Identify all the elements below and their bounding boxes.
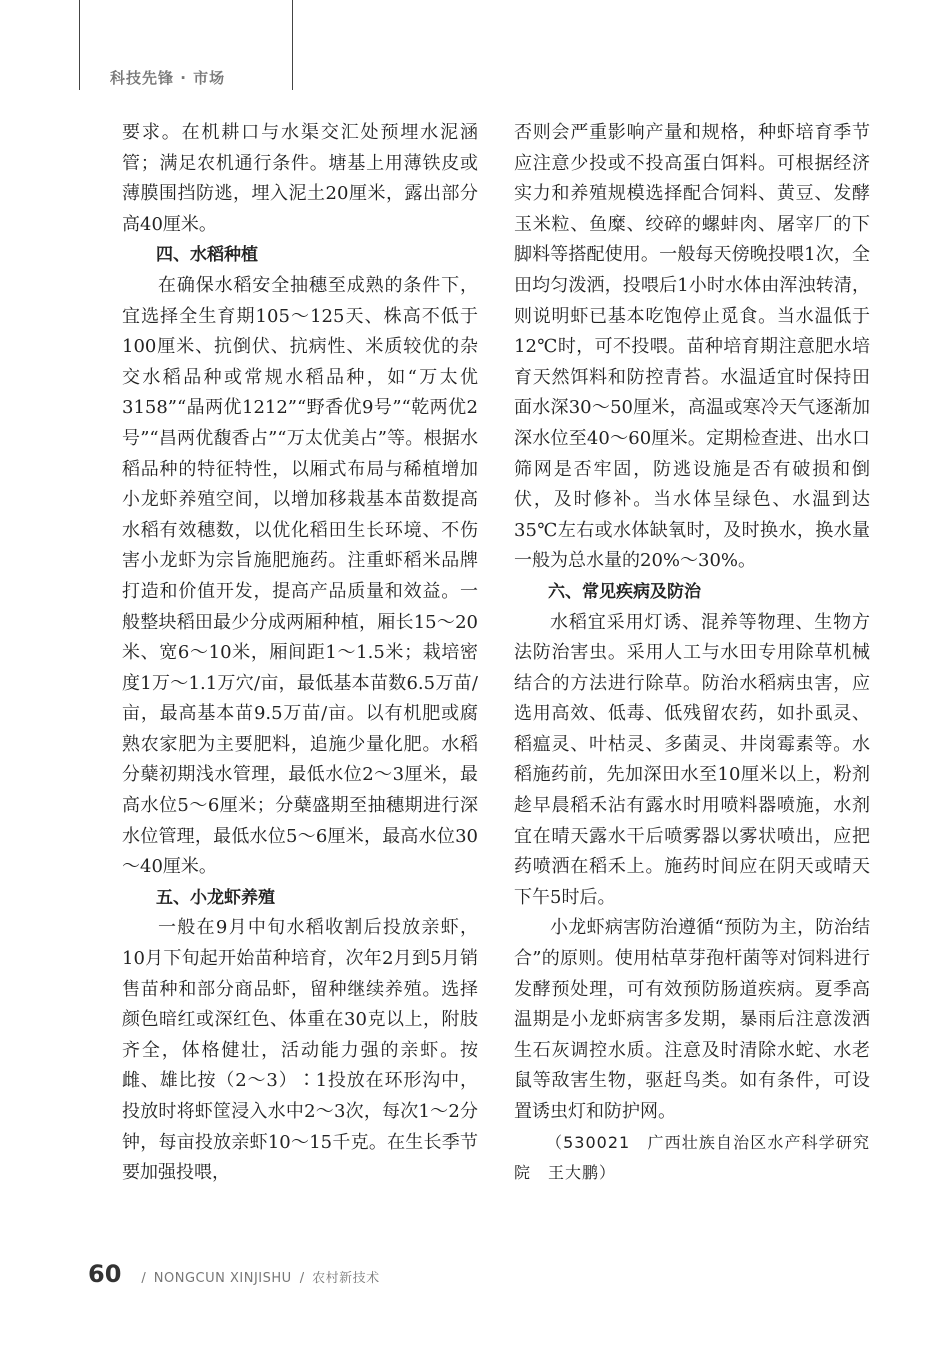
- journal-name-cn: 农村新技术: [312, 1271, 380, 1286]
- left-paragraph: 要求。在机耕口与水渠交汇处预埋水泥涵管；满足农机通行条件。塘基上用薄铁皮或薄膜围挡防逃，埋入泥土20厘米，露出部分高40厘米。: [122, 122, 478, 235]
- right-heading: 六、常见疾病及防治: [548, 581, 701, 602]
- right-column: [514, 118, 870, 1189]
- footer-separator: /: [141, 1271, 146, 1286]
- left-paragraph: 一般在9月中旬水稻收割后投放亲虾，10月下旬起开始苗种培育，次年2月到5月销售苗种和部分商品虾，留种继续养殖。选择颜色暗红或深红色、体重在30克以上，附肢齐全，体格健壮，活动能力强的亲虾。按雌、雄比按（2～3）∶1投放在环形沟中，投放时将虾筐浸入水中2～3次，每次1～2分钟，每亩投放亲虾10～15千克。在生长季节要加强投喂，: [122, 917, 478, 1184]
- left-column: [122, 118, 478, 1189]
- header-right-rule: [292, 0, 293, 90]
- footer-separator-2: /: [299, 1271, 305, 1286]
- right-paragraph: 小龙虾病害防治遵循“预防为主，防治结合”的原则。使用枯草芽孢杆菌等对饲料进行发酵预处理，可有效预防肠道疾病。夏季高温期是小龙虾病害多发期，暴雨后注意泼洒生石灰调控水质。注意及时清除水蛇、水老鼠等敌害生物，驱赶鸟类。如有条件，可设置诱虫灯和防护网。: [514, 917, 870, 1122]
- left-heading: 四、水稻种植: [156, 245, 258, 266]
- section-label: 科技先锋 · 市场: [110, 69, 226, 87]
- page-number: 60: [88, 1260, 122, 1288]
- left-paragraph: 在确保水稻安全抽穗至成熟的条件下，宜选择全生育期105～125天、株高不低于100厘米、抗倒伏、抗病性、米质较优的杂交水稻品种或常规水稻品种，如“万太优3158”“晶两优1212”“野香优9号”“乾两优2号”“昌两优馥香占”“万太优美占”等。根据水稻品种的特征特性，以厢式布局与稀植增加小龙虾养殖空间，以增加移栽基本苗数提高水稻有效穗数，以优化稻田生长环境、不伤害小龙虾为宗旨施肥施药。注重虾稻米品牌打造和价值开发，提高产品质量和效益。一般整块稻田最少分成两厢种植，厢长15～20米、宽6～10米，厢间距1～1.5米；栽培密度1万～1.1万穴/亩，最低基本苗数6.5万苗/亩，最高基本苗9.5万苗/亩。以有机肥或腐熟农家肥为主要肥料，追施少量化肥。水稻分蘖初期浅水管理，最低水位2～3厘米，最高水位5～6厘米；分蘖盛期至抽穗期进行深水位管理，最低水位5～6厘米，最高水位30～40厘米。: [122, 274, 478, 878]
- page-footer: [88, 1260, 380, 1288]
- right-paragraph: 否则会严重影响产量和规格，种虾培育季节应注意少投或不投高蛋白饵料。可根据经济实力和养殖规模选择配合饲料、黄豆、发酵玉米粒、鱼糜、绞碎的螺蚌肉、屠宰厂的下脚料等搭配使用。一般每天傍晚投喂1次，全田均匀泼洒，投喂后1小时水体由浑浊转清，则说明虾已基本吃饱停止觅食。当水温低于12℃时，可不投喂。苗种培育期注意肥水培育天然饵料和防控青苔。水温适宜时保持田面水深30～50厘米，高温或寒冷天气逐渐加深水位至40～60厘米。定期检查进、出水口筛网是否牢固，防逃设施是否有破损和倒伏，及时修补。当水体呈绿色、水温到达35℃左右或水体缺氧时，及时换水，换水量一般为总水量的20%～30%。: [514, 122, 870, 572]
- left-heading: 五、小龙虾养殖: [156, 887, 275, 908]
- right-paragraph: 水稻宜采用灯诱、混养等物理、生物方法防治害虫。采用人工与水田专用除草机械结合的方法进行除草。防治水稻病虫害，应选用高效、低毒、低残留农药，如扑虱灵、稻瘟灵、叶枯灵、多菌灵、井岗霉素等。水稻施药前，先加深田水至10厘米以上，粉剂趁早晨稻禾沾有露水时用喷料器喷施，水剂宜在晴天露水干后喷雾器以雾状喷出，应把药喷洒在稻禾上。施药时间应在阴天或晴天下午5时后。: [514, 611, 870, 908]
- author-affiliation: （530021 广西壮族自治区水产科学研究院 王大鹏）: [514, 1132, 870, 1183]
- journal-name-en: NONGCUN XINJISHU: [153, 1271, 292, 1286]
- header-left-rule: [79, 0, 80, 90]
